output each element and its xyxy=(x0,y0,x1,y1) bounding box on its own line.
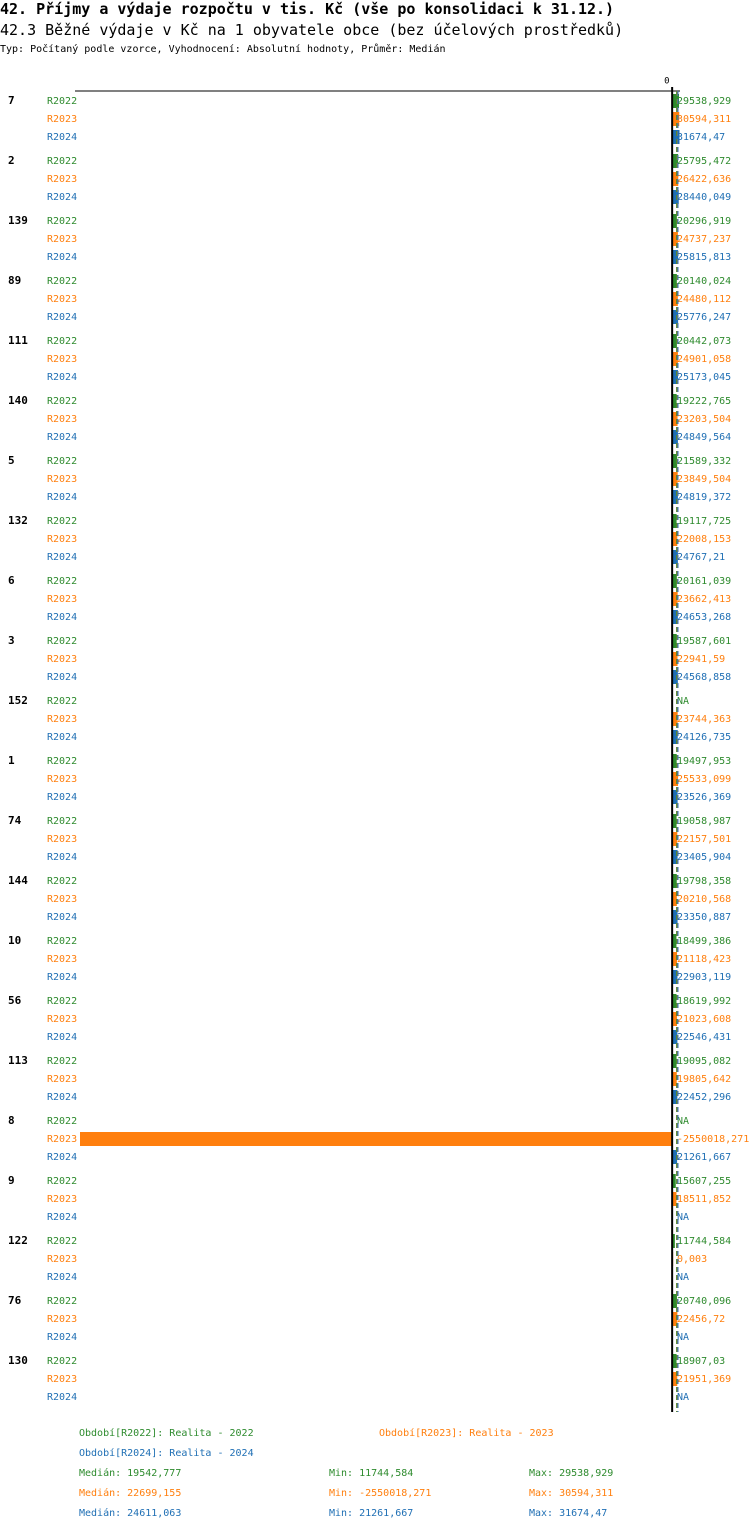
value-label: 22903,119 xyxy=(677,972,732,983)
legend-min-r2022: Min: 11744,584 xyxy=(329,1468,414,1479)
value-label: NA xyxy=(677,1212,690,1223)
group-label-56: 56 xyxy=(8,994,22,1007)
value-label: 19497,953 xyxy=(677,756,732,767)
series-label: R2023 xyxy=(47,474,78,485)
group-label-140: 140 xyxy=(8,394,28,407)
series-label: R2024 xyxy=(47,732,78,743)
series-label: R2023 xyxy=(47,1134,78,1145)
value-label: 23526,369 xyxy=(677,792,732,803)
series-label: R2023 xyxy=(47,894,78,905)
group-label-122: 122 xyxy=(8,1234,28,1247)
series-label: R2024 xyxy=(47,1092,78,1103)
series-label: R2024 xyxy=(47,1212,78,1223)
series-label: R2024 xyxy=(47,1272,78,1283)
group-label-1: 1 xyxy=(8,754,15,767)
series-label: R2022 xyxy=(47,756,78,767)
group-label-74: 74 xyxy=(8,814,22,827)
series-label: R2024 xyxy=(47,912,78,923)
series-label: R2023 xyxy=(47,594,78,605)
value-label: 19798,358 xyxy=(677,876,732,887)
value-label: 21023,608 xyxy=(677,1014,732,1025)
value-label: 24737,237 xyxy=(677,234,732,245)
value-label: 28440,049 xyxy=(677,192,732,203)
value-label: 19587,601 xyxy=(677,636,732,647)
legend-max-r2023: Max: 30594,311 xyxy=(529,1488,614,1499)
legend-median-r2024: Medián: 24611,063 xyxy=(79,1508,182,1519)
value-label: 22941,59 xyxy=(677,654,726,665)
value-label: 30594,311 xyxy=(677,114,732,125)
group-label-5: 5 xyxy=(8,454,15,467)
value-label: 24126,735 xyxy=(677,732,732,743)
bar xyxy=(80,1132,672,1146)
value-label: 22546,431 xyxy=(677,1032,732,1043)
series-label: R2024 xyxy=(47,432,78,443)
group-label-3: 3 xyxy=(8,634,15,647)
series-label: R2024 xyxy=(47,1332,78,1343)
value-label: 20740,096 xyxy=(677,1296,732,1307)
value-label: 24849,564 xyxy=(677,432,732,443)
group-label-76: 76 xyxy=(8,1294,22,1307)
value-label: NA xyxy=(677,1272,690,1283)
group-label-113: 113 xyxy=(8,1054,28,1067)
series-label: R2022 xyxy=(47,456,78,467)
group-label-9: 9 xyxy=(8,1174,15,1187)
value-label: 18499,386 xyxy=(677,936,732,947)
series-label: R2024 xyxy=(47,132,78,143)
series-label: R2024 xyxy=(47,492,78,503)
series-label: R2023 xyxy=(47,1314,78,1325)
value-label: 22157,501 xyxy=(677,834,732,845)
series-label: R2024 xyxy=(47,372,78,383)
series-label: R2024 xyxy=(47,852,78,863)
value-label: 20210,568 xyxy=(677,894,732,905)
series-label: R2023 xyxy=(47,174,78,185)
group-label-111: 111 xyxy=(8,334,28,347)
series-label: R2024 xyxy=(47,552,78,563)
value-label: 20296,919 xyxy=(677,216,732,227)
series-label: R2022 xyxy=(47,1296,78,1307)
series-label: R2022 xyxy=(47,156,78,167)
series-label: R2024 xyxy=(47,192,78,203)
value-label: 15607,255 xyxy=(677,1176,732,1187)
series-label: R2022 xyxy=(47,996,78,1007)
series-label: R2023 xyxy=(47,354,78,365)
value-label: 23744,363 xyxy=(677,714,732,725)
series-label: R2022 xyxy=(47,216,78,227)
series-label: R2022 xyxy=(47,816,78,827)
series-label: R2024 xyxy=(47,1032,78,1043)
legend-median-r2023: Medián: 22699,155 xyxy=(79,1488,182,1499)
value-label: 21118,423 xyxy=(677,954,732,965)
legend-min-r2023: Min: -2550018,271 xyxy=(329,1488,432,1499)
value-label: 23203,504 xyxy=(677,414,732,425)
value-label: 19117,725 xyxy=(677,516,732,527)
legend-max-r2022: Max: 29538,929 xyxy=(529,1468,614,1479)
series-label: R2023 xyxy=(47,1194,78,1205)
value-label: 20161,039 xyxy=(677,576,732,587)
series-label: R2023 xyxy=(47,654,78,665)
group-label-7: 7 xyxy=(8,94,15,107)
series-label: R2022 xyxy=(47,1356,78,1367)
value-label: 25815,813 xyxy=(677,252,732,263)
series-label: R2022 xyxy=(47,636,78,647)
group-label-139: 139 xyxy=(8,214,28,227)
series-label: R2022 xyxy=(47,696,78,707)
chart-subtitle: 42.3 Běžné výdaje v Kč na 1 obyvatele obce (bez účelových prostředků) xyxy=(0,21,624,39)
value-label: -2550018,271 xyxy=(677,1134,750,1145)
series-label: R2022 xyxy=(47,396,78,407)
zero-tick-label: 0 xyxy=(664,76,670,87)
value-label: 21951,369 xyxy=(677,1374,732,1385)
group-label-144: 144 xyxy=(8,874,28,887)
legend-period-r2023: Období[R2023]: Realita - 2023 xyxy=(379,1428,554,1439)
value-label: 31674,47 xyxy=(677,132,726,143)
value-label: 18511,852 xyxy=(677,1194,732,1205)
value-label: NA xyxy=(677,696,690,707)
value-label: 23849,504 xyxy=(677,474,732,485)
value-label: NA xyxy=(677,1332,690,1343)
value-label: 22008,153 xyxy=(677,534,732,545)
value-label: 24901,058 xyxy=(677,354,732,365)
series-label: R2024 xyxy=(47,792,78,803)
value-label: 19095,082 xyxy=(677,1056,732,1067)
series-label: R2022 xyxy=(47,276,78,287)
value-label: NA xyxy=(677,1392,690,1403)
chart-title: 42. Příjmy a výdaje rozpočtu v tis. Kč (vše po konsolidaci k 31.12.) xyxy=(0,0,615,18)
value-label: NA xyxy=(677,1116,690,1127)
value-label: 19222,765 xyxy=(677,396,732,407)
group-label-89: 89 xyxy=(8,274,22,287)
series-label: R2022 xyxy=(47,1116,78,1127)
group-label-6: 6 xyxy=(8,574,15,587)
series-label: R2024 xyxy=(47,312,78,323)
value-label: 24653,268 xyxy=(677,612,732,623)
value-label: 26422,636 xyxy=(677,174,732,185)
value-label: 25533,099 xyxy=(677,774,732,785)
series-label: R2022 xyxy=(47,1236,78,1247)
value-label: 22452,296 xyxy=(677,1092,732,1103)
series-label: R2023 xyxy=(47,834,78,845)
series-label: R2023 xyxy=(47,114,78,125)
series-label: R2022 xyxy=(47,1056,78,1067)
value-label: 21261,667 xyxy=(677,1152,732,1163)
value-label: 21589,332 xyxy=(677,456,732,467)
series-label: R2024 xyxy=(47,672,78,683)
value-label: 20140,024 xyxy=(677,276,732,287)
group-label-2: 2 xyxy=(8,154,15,167)
series-label: R2023 xyxy=(47,774,78,785)
series-label: R2022 xyxy=(47,336,78,347)
value-label: 24480,112 xyxy=(677,294,732,305)
legend-min-r2024: Min: 21261,667 xyxy=(329,1508,414,1519)
value-label: 22456,72 xyxy=(677,1314,726,1325)
series-label: R2024 xyxy=(47,972,78,983)
value-label: 24819,372 xyxy=(677,492,732,503)
value-label: 23350,887 xyxy=(677,912,732,923)
series-label: R2022 xyxy=(47,936,78,947)
value-label: 11744,584 xyxy=(677,1236,732,1247)
chart-type-line: Typ: Počítaný podle vzorce, Vyhodnocení: Absolutní hodnoty, Průměr: Medián xyxy=(0,44,446,55)
legend-period-r2022: Období[R2022]: Realita - 2022 xyxy=(79,1428,254,1439)
series-label: R2023 xyxy=(47,294,78,305)
value-label: 25173,045 xyxy=(677,372,732,383)
series-label: R2023 xyxy=(47,534,78,545)
series-label: R2022 xyxy=(47,876,78,887)
group-label-132: 132 xyxy=(8,514,28,527)
legend-period-r2024: Období[R2024]: Realita - 2024 xyxy=(79,1448,254,1459)
value-label: 18907,03 xyxy=(677,1356,726,1367)
series-label: R2022 xyxy=(47,516,78,527)
group-label-10: 10 xyxy=(8,934,22,947)
series-label: R2024 xyxy=(47,1152,78,1163)
series-label: R2023 xyxy=(47,954,78,965)
value-label: 25776,247 xyxy=(677,312,732,323)
value-label: 0,003 xyxy=(677,1254,708,1265)
value-label: 24767,21 xyxy=(677,552,726,563)
series-label: R2024 xyxy=(47,612,78,623)
series-label: R2023 xyxy=(47,234,78,245)
legend-max-r2024: Max: 31674,47 xyxy=(529,1508,608,1519)
value-label: 19805,642 xyxy=(677,1074,732,1085)
value-label: 23662,413 xyxy=(677,594,732,605)
series-label: R2023 xyxy=(47,1254,78,1265)
value-label: 20442,073 xyxy=(677,336,732,347)
series-label: R2023 xyxy=(47,414,78,425)
value-label: 23405,904 xyxy=(677,852,732,863)
series-label: R2022 xyxy=(47,1176,78,1187)
group-label-152: 152 xyxy=(8,694,28,707)
value-label: 18619,992 xyxy=(677,996,732,1007)
series-label: R2023 xyxy=(47,1074,78,1085)
series-label: R2022 xyxy=(47,96,78,107)
value-label: 29538,929 xyxy=(677,96,732,107)
value-label: 25795,472 xyxy=(677,156,732,167)
series-label: R2024 xyxy=(47,1392,78,1403)
series-label: R2023 xyxy=(47,714,78,725)
legend-median-r2022: Medián: 19542,777 xyxy=(79,1468,182,1479)
value-label: 24568,858 xyxy=(677,672,732,683)
value-label: 19058,987 xyxy=(677,816,732,827)
group-label-8: 8 xyxy=(8,1114,15,1127)
series-label: R2022 xyxy=(47,576,78,587)
group-label-130: 130 xyxy=(8,1354,28,1367)
series-label: R2023 xyxy=(47,1014,78,1025)
series-label: R2023 xyxy=(47,1374,78,1385)
series-label: R2024 xyxy=(47,252,78,263)
